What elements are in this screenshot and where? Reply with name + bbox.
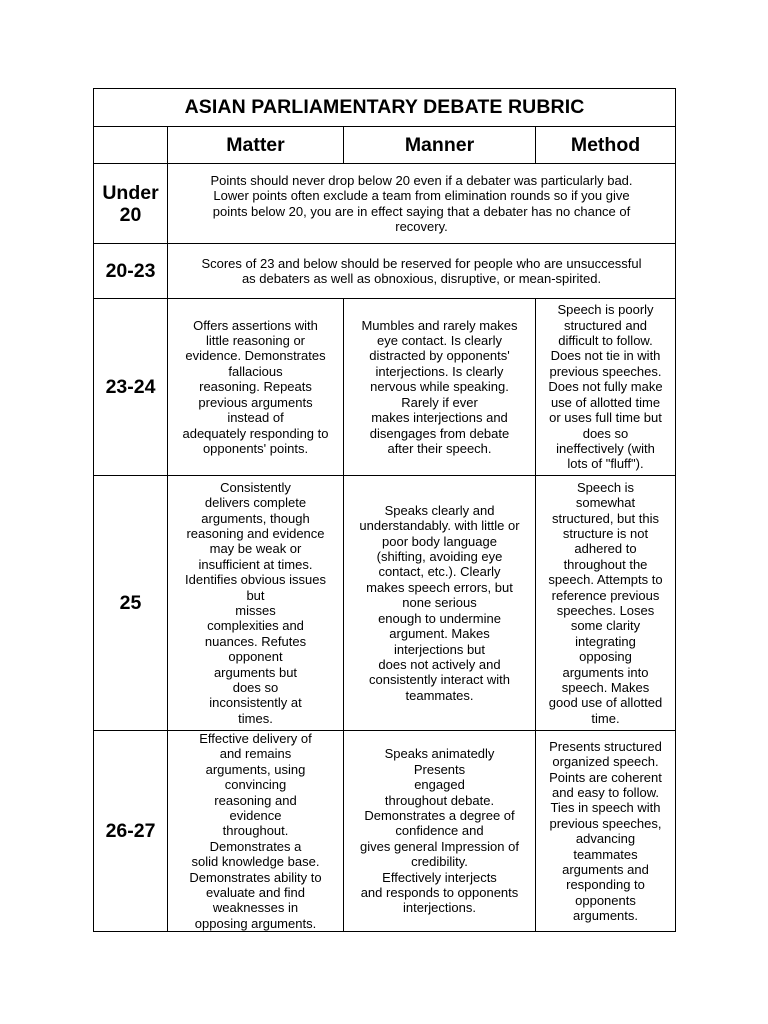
rubric-table <box>93 88 676 932</box>
header-method: Method <box>536 127 676 164</box>
table-row <box>94 476 676 731</box>
score-cell: 23-24 <box>94 299 168 476</box>
table-row <box>94 299 676 476</box>
matter-cell: Offers assertions with little reasoning or evidence. Demonstrates fallacious reasoning. Repeats previous arguments instead of adequately responding to opponents' points. <box>168 299 344 476</box>
table-row <box>94 731 676 932</box>
header-manner: Manner <box>344 127 536 164</box>
method-cell: Speech is somewhat structured, but this structure is not adhered to throughout the speech. Attempts to reference previous speeches. Loses some clarity integrating opposing arguments into speech. Makes good use of allotted time. <box>536 476 676 731</box>
manner-cell: Speaks animatedly Presents engaged throughout debate. Demonstrates a degree of confidence and gives general Impression of credibility. Effectively interjects and responds to opponents interjections. <box>344 731 536 932</box>
score-cell: 26-27 <box>94 731 168 932</box>
manner-cell: Speaks clearly and understandably. with little or poor body language (shifting, avoiding eye contact, etc.). Clearly makes speech errors, but none serious enough to undermine argument. Makes interjections but does not actively and consistently interact with teammates. <box>344 476 536 731</box>
manner-cell: Mumbles and rarely makes eye contact. Is clearly distracted by opponents' interjections. Is clearly nervous while speaking. Rarely if ever makes interjections and disengages from debate after their speech. <box>344 299 536 476</box>
table-row <box>94 164 676 244</box>
score-cell: Under 20 <box>94 164 168 244</box>
matter-cell: Effective delivery of and remains arguments, using convincing reasoning and evidence throughout. Demonstrates a solid knowledge base. Demonstrates ability to evaluate and find weaknesses in opposing arguments. <box>168 731 344 932</box>
rubric-title: ASIAN PARLIAMENTARY DEBATE RUBRIC <box>94 89 676 127</box>
method-cell: Presents structured organized speech. Points are coherent and easy to follow. Ties in speech with previous speeches, advancing teammates arguments and responding to opponents arguments. <box>536 731 676 932</box>
score-cell: 25 <box>94 476 168 731</box>
merged-description-cell: Points should never drop below 20 even if a debater was particularly bad. Lower points often exclude a team from elimination rounds so if you give points below 20, you are in effect saying that a debater has no chance of recovery. <box>168 164 676 244</box>
header-matter: Matter <box>168 127 344 164</box>
header-row <box>94 127 676 164</box>
header-blank-cell <box>94 127 168 164</box>
merged-description-cell: Scores of 23 and below should be reserved for people who are unsuccessful as debaters as well as obnoxious, disruptive, or mean-spirited. <box>168 244 676 299</box>
score-cell: 20-23 <box>94 244 168 299</box>
title-row <box>94 89 676 127</box>
matter-cell: Consistently delivers complete arguments, though reasoning and evidence may be weak or insufficient at times. Identifies obvious issues but misses complexities and nuances. Refutes opponent arguments but does so inconsistently at times. <box>168 476 344 731</box>
method-cell: Speech is poorly structured and difficult to follow. Does not tie in with previous speeches. Does not fully make use of allotted time or uses full time but does so ineffectively (with lots of "fluff"). <box>536 299 676 476</box>
table-row <box>94 244 676 299</box>
